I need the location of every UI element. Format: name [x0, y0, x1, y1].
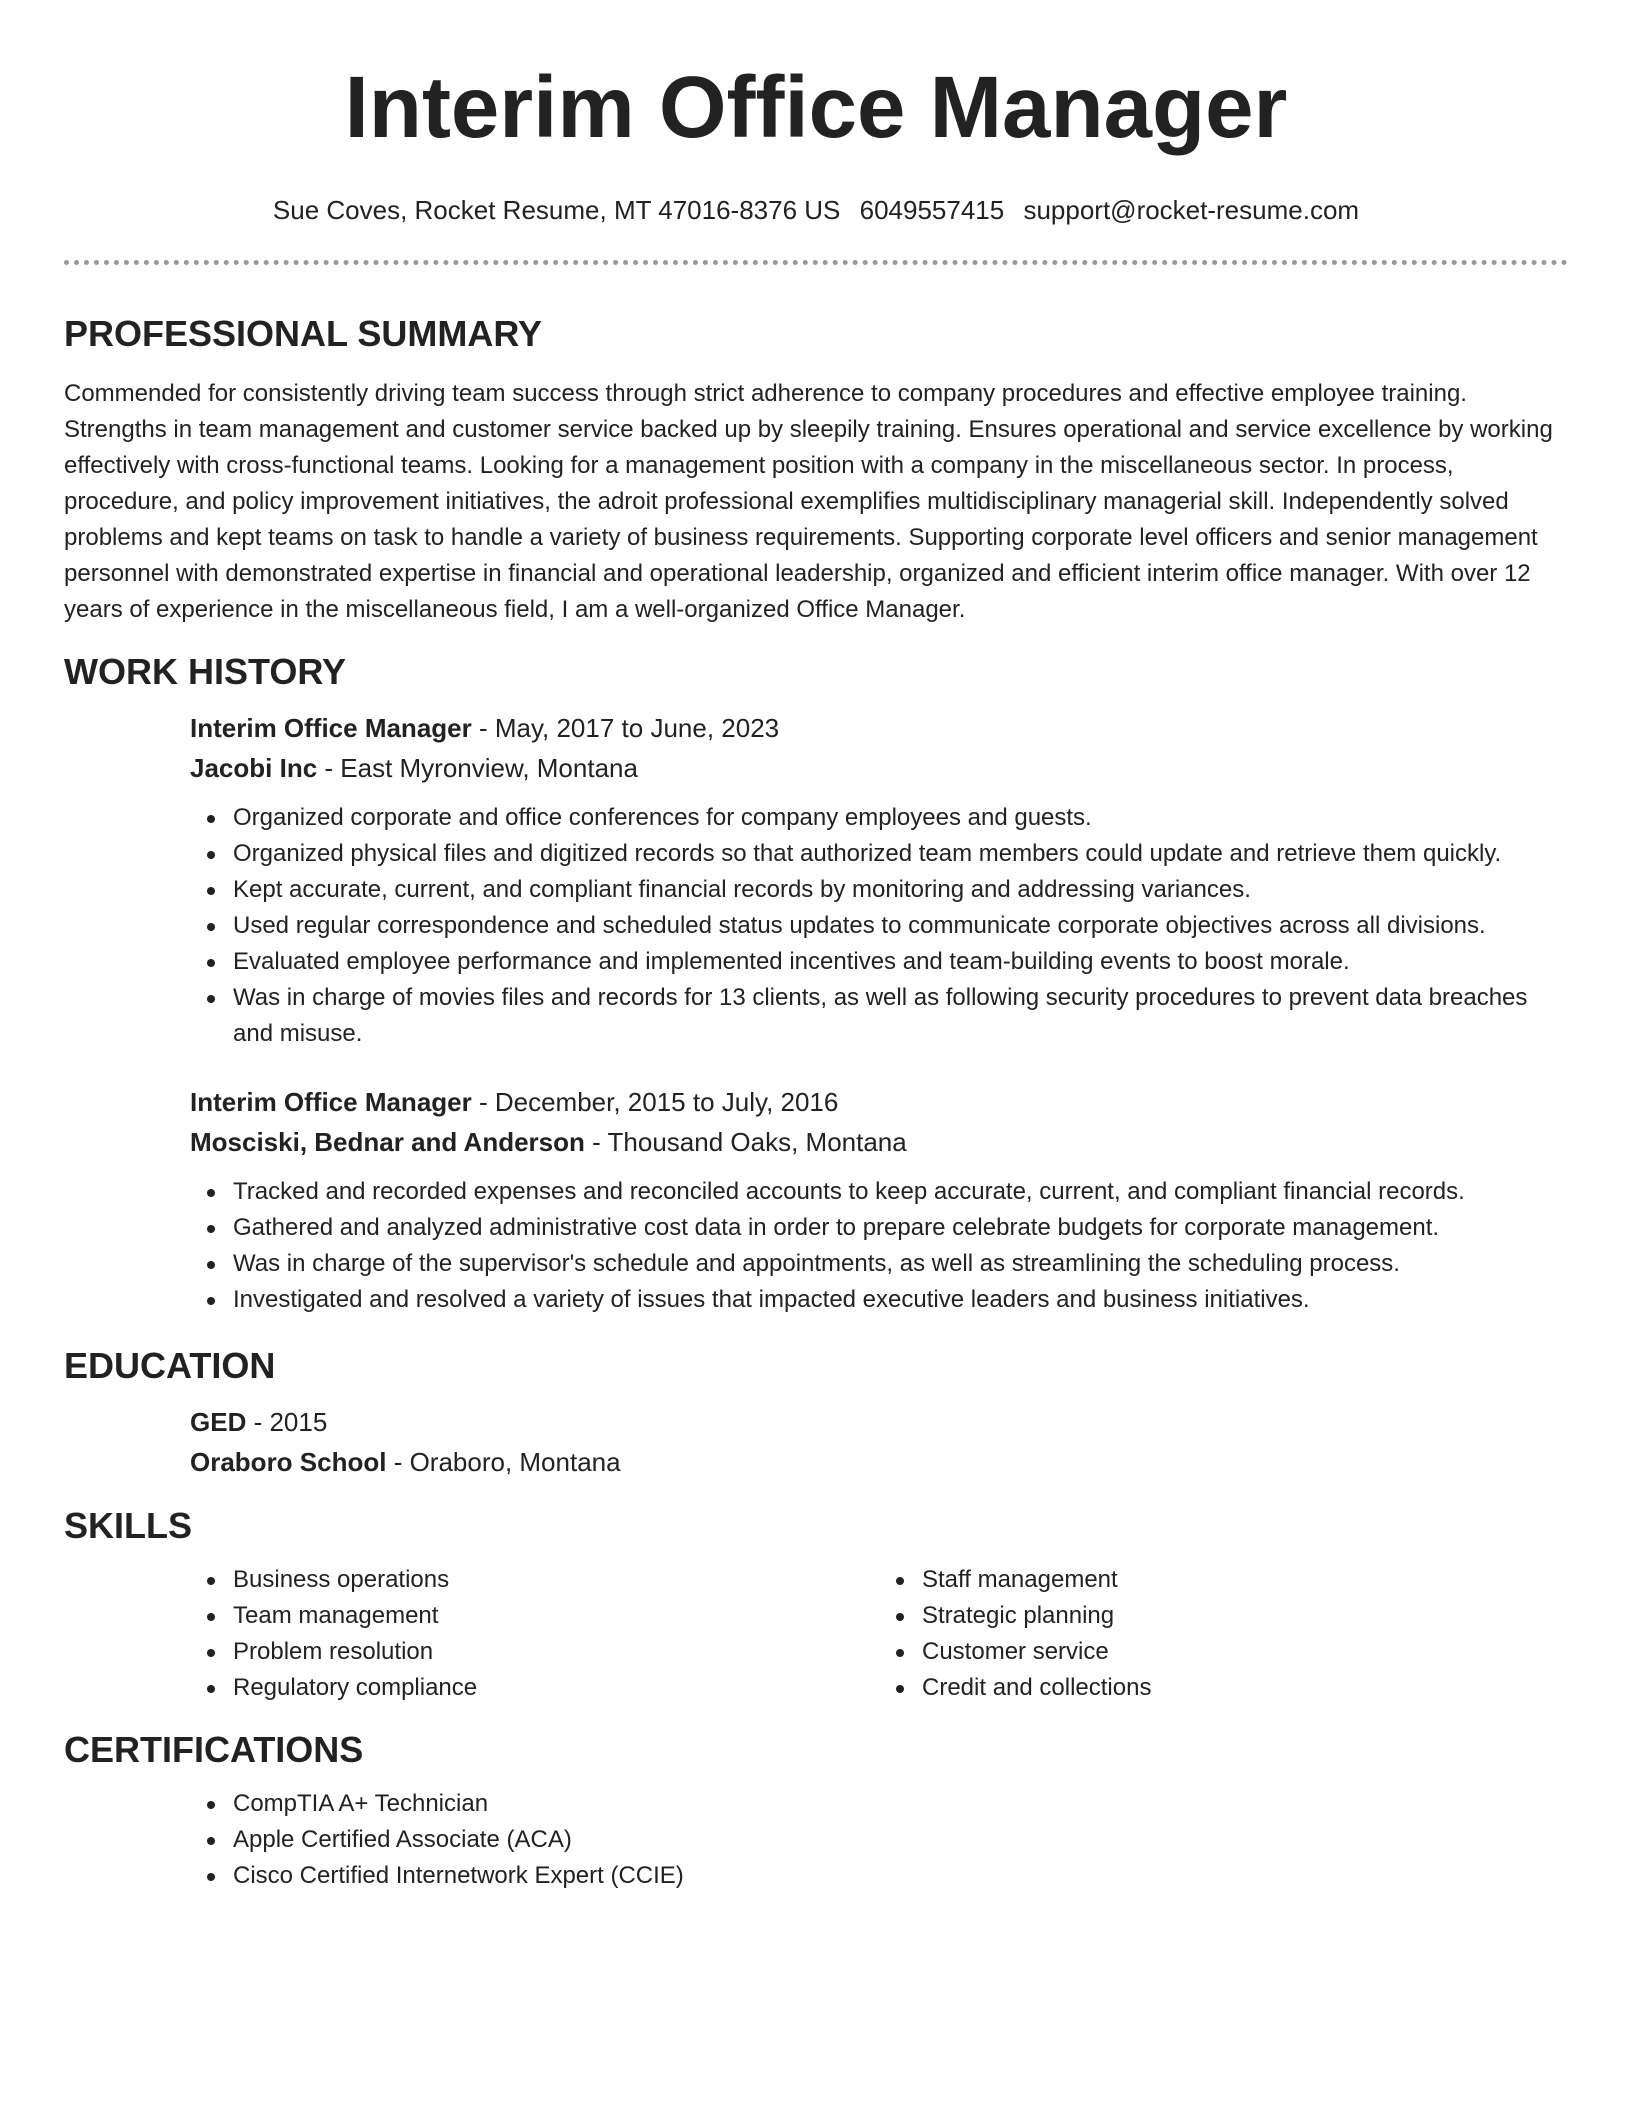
job-entry: [190, 708, 1568, 1052]
job-duty: Kept accurate, current, and compliant financial records by monitoring and addressing variances.: [233, 872, 1568, 908]
job-title: Interim Office Manager: [190, 1087, 472, 1117]
job-duties-list: [190, 1174, 1568, 1318]
job-company-line: [190, 748, 1568, 788]
job-company: Jacobi Inc: [190, 753, 318, 783]
job-company: Mosciski, Bednar and Anderson: [190, 1127, 585, 1157]
job-location: - East Myronview, Montana: [317, 753, 638, 783]
skills-list-right: [879, 1562, 1568, 1706]
education-degree: GED: [190, 1407, 247, 1437]
work-history-section: [64, 650, 1568, 1318]
job-title-line: [190, 708, 1568, 748]
job-entry: [190, 1082, 1568, 1318]
skill-item: Staff management: [922, 1562, 1568, 1598]
job-duty: Used regular correspondence and scheduled status updates to communicate corporate objectives across all divisions.: [233, 908, 1568, 944]
certifications-heading: CERTIFICATIONS: [64, 1729, 364, 1770]
job-dates: - May, 2017 to June, 2023: [471, 713, 780, 743]
resume-page: [64, 0, 1568, 1894]
skill-item: Regulatory compliance: [233, 1670, 879, 1706]
contact-line: [64, 194, 1568, 226]
job-location: - Thousand Oaks, Montana: [584, 1127, 907, 1157]
education-degree-line: [190, 1402, 1568, 1442]
skill-item: Credit and collections: [922, 1670, 1568, 1706]
education-school-line: [190, 1442, 1568, 1482]
work-history-heading: WORK HISTORY: [64, 651, 347, 692]
certifications-entry: [190, 1786, 1568, 1894]
skill-item: Team management: [233, 1598, 879, 1634]
job-duty: Investigated and resolved a variety of issues that impacted executive leaders and business initiatives.: [233, 1282, 1568, 1318]
job-duty: Was in charge of the supervisor's schedule and appointments, as well as streamlining the scheduling process.: [233, 1246, 1568, 1282]
job-duty: Gathered and analyzed administrative cost data in order to prepare celebrate budgets for corporate management.: [233, 1210, 1568, 1246]
education-location: - Oraboro, Montana: [386, 1447, 621, 1477]
skill-item: Business operations: [233, 1562, 879, 1598]
certification-item: CompTIA A+ Technician: [233, 1786, 1568, 1822]
job-duty: Organized corporate and office conferences for company employees and guests.: [233, 800, 1568, 836]
certifications-section: [64, 1728, 1568, 1894]
resume-title: Interim Office Manager: [344, 59, 1288, 156]
job-dates: - December, 2015 to July, 2016: [471, 1087, 839, 1117]
skills-grid: [190, 1562, 1568, 1706]
certification-item: Apple Certified Associate (ACA): [233, 1822, 1568, 1858]
summary-section: [64, 312, 1568, 628]
skills-section: [64, 1504, 1568, 1706]
header-divider: [64, 260, 1568, 265]
job-duty: Was in charge of movies files and records for 13 clients, as well as following security procedures to prevent data breaches and misuse.: [233, 980, 1568, 1052]
skills-list-left: [190, 1562, 879, 1706]
job-title-line: [190, 1082, 1568, 1122]
education-entry: [190, 1402, 1568, 1482]
summary-heading: PROFESSIONAL SUMMARY: [64, 313, 543, 354]
summary-text: Commended for consistently driving team success through strict adherence to company procedures and effective employee training. Strengths in team management and customer service backed up by sleepily training. Ensures operational and service excellence by working effectively with cross-functional teams. Looking for a management position with a company in the miscellaneous sector. In process, procedure, and policy improvement initiatives, the adroit professional exemplifies multidisciplinary managerial skill. Independently solved problems and kept teams on task to handle a variety of business requirements. Supporting corporate level officers and senior management personnel with demonstrated expertise in financial and operational leadership, organized and efficient interim office manager. With over 12 years of experience in the miscellaneous field, I am a well-organized Office Manager.: [64, 380, 1553, 623]
education-heading: EDUCATION: [64, 1345, 276, 1386]
skill-item: Customer service: [922, 1634, 1568, 1670]
certifications-list: [190, 1786, 1568, 1894]
skill-item: Strategic planning: [922, 1598, 1568, 1634]
certification-item: Cisco Certified Internetwork Expert (CCIE): [233, 1858, 1568, 1894]
contact-phone: 6049557415: [859, 195, 1005, 225]
education-year: - 2015: [246, 1407, 328, 1437]
job-duty: Organized physical files and digitized records so that authorized team members could update and retrieve them quickly.: [233, 836, 1568, 872]
education-school: Oraboro School: [190, 1447, 387, 1477]
contact-email: support@rocket-resume.com: [1023, 195, 1360, 225]
job-duties-list: [190, 800, 1568, 1052]
job-duty: Tracked and recorded expenses and reconciled accounts to keep accurate, current, and compliant financial records.: [233, 1174, 1568, 1210]
contact-address: Sue Coves, Rocket Resume, MT 47016-8376 US: [272, 195, 841, 225]
skills-heading: SKILLS: [64, 1505, 193, 1546]
education-section: [64, 1344, 1568, 1482]
skill-item: Problem resolution: [233, 1634, 879, 1670]
job-title: Interim Office Manager: [190, 713, 472, 743]
job-company-line: [190, 1122, 1568, 1162]
job-duty: Evaluated employee performance and implemented incentives and team-building events to boost morale.: [233, 944, 1568, 980]
